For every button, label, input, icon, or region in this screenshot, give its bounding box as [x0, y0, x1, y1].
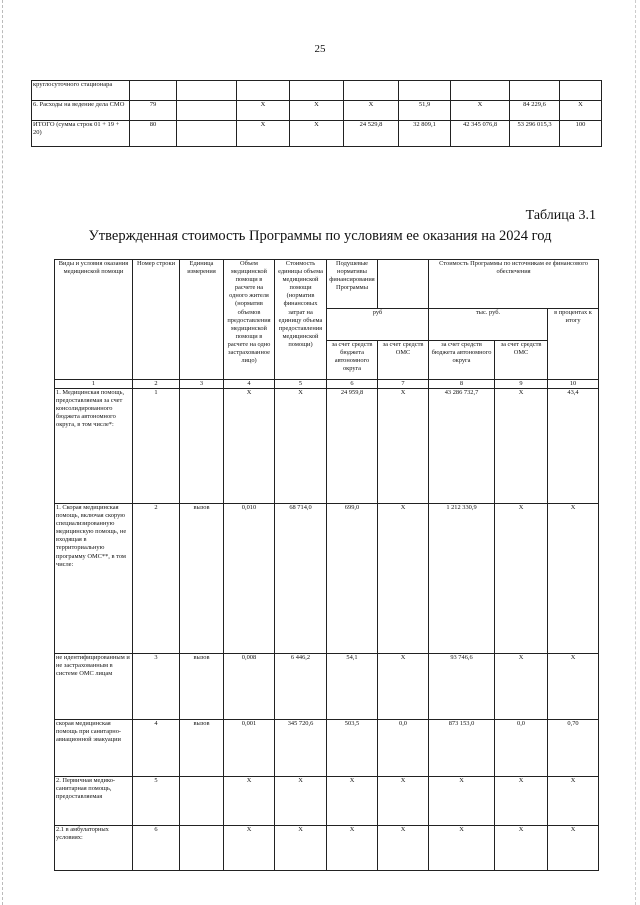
table-cell: Х	[548, 826, 599, 871]
table-cell: Х	[451, 101, 510, 121]
table-cell: Х	[224, 389, 275, 504]
table-cell: Х	[378, 826, 429, 871]
scan-edge-left	[2, 0, 4, 905]
col-number: 8	[429, 380, 495, 389]
table-row	[55, 720, 599, 777]
table-cell	[510, 81, 560, 101]
table-cell: Х	[548, 777, 599, 826]
table-cell	[180, 826, 224, 871]
table-cell: Х	[495, 504, 548, 654]
col-number: 10	[548, 380, 599, 389]
row-label: скорая медицинская помощь при санитарно-авиационной эвакуации	[55, 720, 133, 777]
previous-table-continuation	[31, 80, 602, 147]
table-cell: Х	[495, 777, 548, 826]
table-cell: Х	[237, 121, 290, 147]
header-per-capita: Подушевые нормативы финансирования Программы	[327, 260, 378, 309]
table-cell	[130, 81, 177, 101]
table-cell: 68 714,0	[275, 504, 327, 654]
table-cell: 0,001	[224, 720, 275, 777]
col-number: 2	[133, 380, 180, 389]
table-cell: 0,70	[548, 720, 599, 777]
table-cell: 6 446,2	[275, 654, 327, 720]
table-cell: Х	[275, 389, 327, 504]
table-cell: Х	[327, 826, 378, 871]
row-label: 2. Первичная медико-санитарная помощь, предоставляемая	[55, 777, 133, 826]
table-cell: 0,010	[224, 504, 275, 654]
header-row-1	[55, 260, 599, 309]
header-unit-cost: Стоимость единицы объема медицинской помощи (норматив финансовых затрат на единицу объема предоставления медицинской помощи)	[275, 260, 327, 380]
col-number: 1	[55, 380, 133, 389]
row-label: 6. Расходы на ведение дела СМО	[32, 101, 130, 121]
table-row	[55, 654, 599, 720]
table-cell: Х	[290, 101, 344, 121]
header-row-number: Номер строки	[133, 260, 180, 380]
table-cell: 51,9	[399, 101, 451, 121]
table-cell: 93 746,6	[429, 654, 495, 720]
row-label: 1. Скорая медицинская помощь, включая скорую специализированную медицинскую помощь, не входящая в территориальную программу ОМС**, в том числе:	[55, 504, 133, 654]
table-cell	[560, 81, 602, 101]
col-number: 4	[224, 380, 275, 389]
table-cell: 84 229,6	[510, 101, 560, 121]
table-row	[32, 121, 602, 147]
header-kinds: Виды и условия оказания медицинской помощи	[55, 260, 133, 380]
table-cell: 80	[130, 121, 177, 147]
table-row	[55, 504, 599, 654]
table-cell: вызов	[180, 720, 224, 777]
table-row	[32, 81, 602, 101]
table-cell: Х	[429, 826, 495, 871]
col-number: 3	[180, 380, 224, 389]
col-number: 5	[275, 380, 327, 389]
table-cell: 5	[133, 777, 180, 826]
table-cell: 2	[133, 504, 180, 654]
table-title: Утвержденная стоимость Программы по условиям ее оказания на 2024 год	[88, 228, 552, 244]
table-cell: 345 720,6	[275, 720, 327, 777]
table-cell: Х	[495, 826, 548, 871]
table-cell: 0,0	[495, 720, 548, 777]
header-thous-rub: тыс. руб.	[429, 309, 548, 341]
header-program-cost: Стоимость Программы по источникам ее финансового обеспечения	[429, 260, 599, 309]
table-cell: Х	[290, 121, 344, 147]
col-number: 7	[378, 380, 429, 389]
table-row	[55, 389, 599, 504]
col-number: 6	[327, 380, 378, 389]
table-cell: Х	[495, 389, 548, 504]
table-cell	[290, 81, 344, 101]
program-cost-table	[54, 259, 599, 871]
table-cell: 43 286 732,7	[429, 389, 495, 504]
table-cell	[180, 777, 224, 826]
table-cell: Х	[344, 101, 399, 121]
table-cell: Х	[275, 777, 327, 826]
row-label: не идентифицированным и не застрахованным в системе ОМС лицам	[55, 654, 133, 720]
row-label: 2.1 в амбулаторных условиях:	[55, 826, 133, 871]
table-cell: 79	[130, 101, 177, 121]
table-cell: 873 153,0	[429, 720, 495, 777]
table-cell: Х	[495, 654, 548, 720]
table-cell: Х	[378, 389, 429, 504]
scan-edge-right	[635, 0, 637, 905]
table-cell	[180, 389, 224, 504]
row-label: 1. Медицинская помощь, предоставляемая за счет консолидированного бюджета автономного округа, в том числе*:	[55, 389, 133, 504]
table-cell: Х	[378, 504, 429, 654]
col-number: 9	[495, 380, 548, 389]
row-label: круглосуточного стационара	[32, 81, 130, 101]
table-cell: вызов	[180, 654, 224, 720]
table-cell: Х	[378, 777, 429, 826]
table-cell: Х	[224, 777, 275, 826]
row-label: ИТОГО (сумма строк 01 + 19 + 20)	[32, 121, 130, 147]
table-cell: 54,1	[327, 654, 378, 720]
header-rub-oms: за счет средств ОМС	[378, 341, 429, 380]
table-cell	[177, 81, 237, 101]
table-cell: 24 529,8	[344, 121, 399, 147]
table-cell: 503,5	[327, 720, 378, 777]
table-cell: 0,008	[224, 654, 275, 720]
table-cell: Х	[237, 101, 290, 121]
column-numbers-row	[55, 380, 599, 389]
table-cell	[177, 121, 237, 147]
table-row	[55, 777, 599, 826]
table-number: Таблица 3.1	[525, 208, 596, 223]
header-rub: руб	[327, 309, 429, 341]
table-cell: 43,4	[548, 389, 599, 504]
table-cell: 100	[560, 121, 602, 147]
table-cell	[237, 81, 290, 101]
table-cell: 1 212 330,9	[429, 504, 495, 654]
table-cell: 24 959,8	[327, 389, 378, 504]
table-cell: 3	[133, 654, 180, 720]
table-cell: 32 809,1	[399, 121, 451, 147]
table-cell: Х	[378, 654, 429, 720]
table-row	[32, 101, 602, 121]
table-cell	[399, 81, 451, 101]
table-cell: Х	[224, 826, 275, 871]
table-cell: 0,0	[378, 720, 429, 777]
table-cell: Х	[327, 777, 378, 826]
table-cell: 42 345 076,8	[451, 121, 510, 147]
header-volume: Объем медицинской помощи в расчете на одного жителя (норматив объемов предоставления медицинской помощи в расчете на одно застрахованное лицо)	[224, 260, 275, 380]
table-cell: Х	[560, 101, 602, 121]
table-cell: Х	[275, 826, 327, 871]
table-cell: 1	[133, 389, 180, 504]
header-thous-oms: за счет средств ОМС	[495, 341, 548, 380]
table-cell: Х	[548, 654, 599, 720]
table-cell	[177, 101, 237, 121]
table-cell: 4	[133, 720, 180, 777]
table-cell: 53 296 015,3	[510, 121, 560, 147]
header-percent: в процентах к итогу	[548, 309, 599, 380]
table-cell: 699,0	[327, 504, 378, 654]
table-cell: Х	[429, 777, 495, 826]
table-row	[55, 826, 599, 871]
header-rub-budget: за счет средств бюджета автономного округа	[327, 341, 378, 380]
table-cell	[344, 81, 399, 101]
table-cell: Х	[548, 504, 599, 654]
table-cell: 6	[133, 826, 180, 871]
header-unit: Единица измерения	[180, 260, 224, 380]
header-per-capita-cont	[378, 260, 429, 309]
table-cell	[451, 81, 510, 101]
page-number: 25	[314, 43, 326, 55]
table-cell: вызов	[180, 504, 224, 654]
header-thous-budget: за счет средств бюджета автономного округа	[429, 341, 495, 380]
